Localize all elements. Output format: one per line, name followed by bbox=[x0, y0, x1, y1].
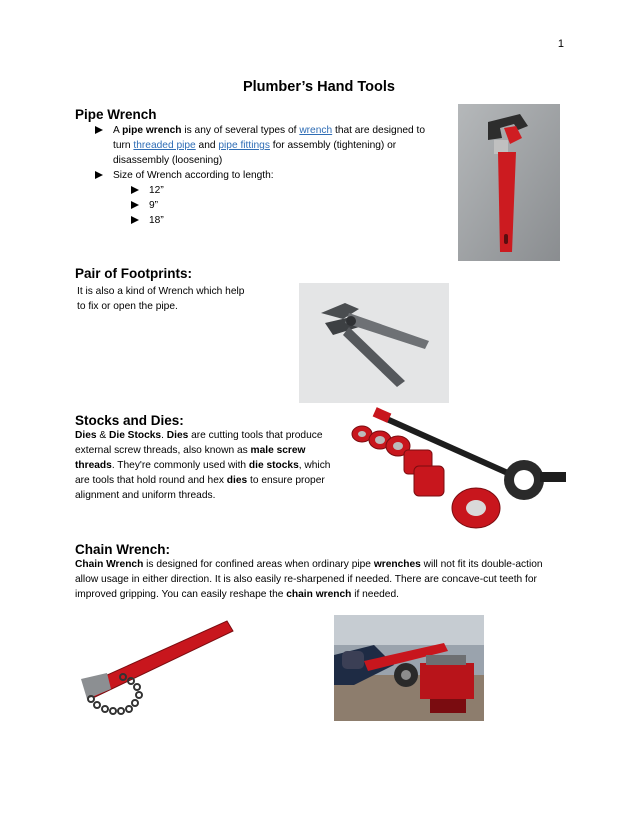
die-stocks-term: Die Stocks bbox=[109, 430, 162, 441]
text: is designed for confined areas when ordinary pipe bbox=[143, 559, 374, 570]
text: disassembly (loosening) bbox=[113, 155, 223, 166]
text: alignment and uniform threads. bbox=[75, 490, 216, 501]
chain-wrench-image bbox=[77, 615, 237, 725]
dies-term: dies bbox=[226, 475, 248, 486]
dies-term: Dies bbox=[75, 430, 97, 441]
size-heading-text: Size of Wrench according to length: bbox=[113, 170, 274, 181]
page-number: 1 bbox=[557, 38, 564, 50]
text: are cutting tools that produce bbox=[188, 430, 323, 441]
bullet-arrow-icon bbox=[131, 201, 139, 209]
list-item bbox=[131, 183, 455, 198]
text: external screw threads, also known as bbox=[75, 445, 251, 456]
bullet-arrow-icon bbox=[131, 186, 139, 194]
pipe-wrench-image bbox=[458, 104, 560, 261]
list-item bbox=[131, 198, 455, 213]
size-value: 12” bbox=[149, 185, 164, 196]
chain-wrench-heading: Chain Wrench: bbox=[75, 542, 171, 557]
stocks-dies-text bbox=[75, 428, 343, 503]
text: A bbox=[113, 125, 123, 136]
stocks-dies-image bbox=[340, 404, 566, 534]
list-item bbox=[131, 213, 455, 228]
chain-wrench-term: chain wrench bbox=[286, 589, 352, 600]
stocks-dies-heading: Stocks and Dies: bbox=[75, 413, 184, 428]
text: . bbox=[161, 430, 167, 441]
list-item bbox=[95, 168, 455, 183]
size-value: 18” bbox=[149, 215, 164, 226]
text: are tools that hold round and hex bbox=[75, 475, 227, 486]
text: allow usage in either direction. It is also easily re-sharpened if needed. There are concave-cut teeth for bbox=[75, 574, 537, 585]
chain-wrench-term: Chain Wrench bbox=[75, 559, 144, 570]
die-stocks-term: die stocks bbox=[248, 460, 299, 471]
text: if needed. bbox=[351, 589, 399, 600]
text: , which bbox=[298, 460, 331, 471]
pipe-wrench-term: pipe wrench bbox=[122, 125, 182, 136]
chain-wrench-text bbox=[75, 557, 575, 602]
text: that are designed to bbox=[332, 125, 426, 136]
text: to ensure proper bbox=[247, 475, 325, 486]
pipe-fittings-link[interactable]: pipe fittings bbox=[218, 140, 270, 151]
text: It is also a kind of Wrench which help bbox=[77, 286, 245, 297]
footprints-heading: Pair of Footprints: bbox=[75, 266, 192, 281]
footprints-text bbox=[77, 284, 297, 314]
wrenches-term: wrenches bbox=[373, 559, 421, 570]
bullet-arrow-icon bbox=[95, 126, 103, 134]
list-item bbox=[95, 123, 455, 168]
text: to fix or open the pipe. bbox=[77, 301, 178, 312]
threads-term: threads bbox=[75, 460, 112, 471]
pipe-wrench-bullets bbox=[95, 123, 455, 228]
dies-term: Dies bbox=[166, 430, 189, 441]
bullet-arrow-icon bbox=[95, 171, 103, 179]
chain-wrench-in-use-image bbox=[334, 615, 484, 721]
text: is any of several types of bbox=[181, 125, 300, 136]
male-screw-term: male screw bbox=[250, 445, 306, 456]
pipe-wrench-heading: Pipe Wrench bbox=[75, 107, 157, 122]
size-value: 9” bbox=[149, 200, 159, 211]
text: turn bbox=[113, 140, 134, 151]
footprints-image bbox=[299, 283, 449, 403]
text: will not fit its double-action bbox=[420, 559, 543, 570]
text: and bbox=[195, 140, 219, 151]
text: improved gripping. You can easily reshape the bbox=[75, 589, 287, 600]
text: . They're commonly used with bbox=[111, 460, 249, 471]
wrench-link[interactable]: wrench bbox=[299, 125, 333, 136]
text: & bbox=[96, 430, 109, 441]
text: for assembly (tightening) or bbox=[269, 140, 397, 151]
size-list bbox=[95, 183, 455, 228]
threaded-pipe-link[interactable]: threaded pipe bbox=[133, 140, 196, 151]
bullet-arrow-icon bbox=[131, 216, 139, 224]
document-title: Plumber’s Hand Tools bbox=[242, 79, 395, 95]
